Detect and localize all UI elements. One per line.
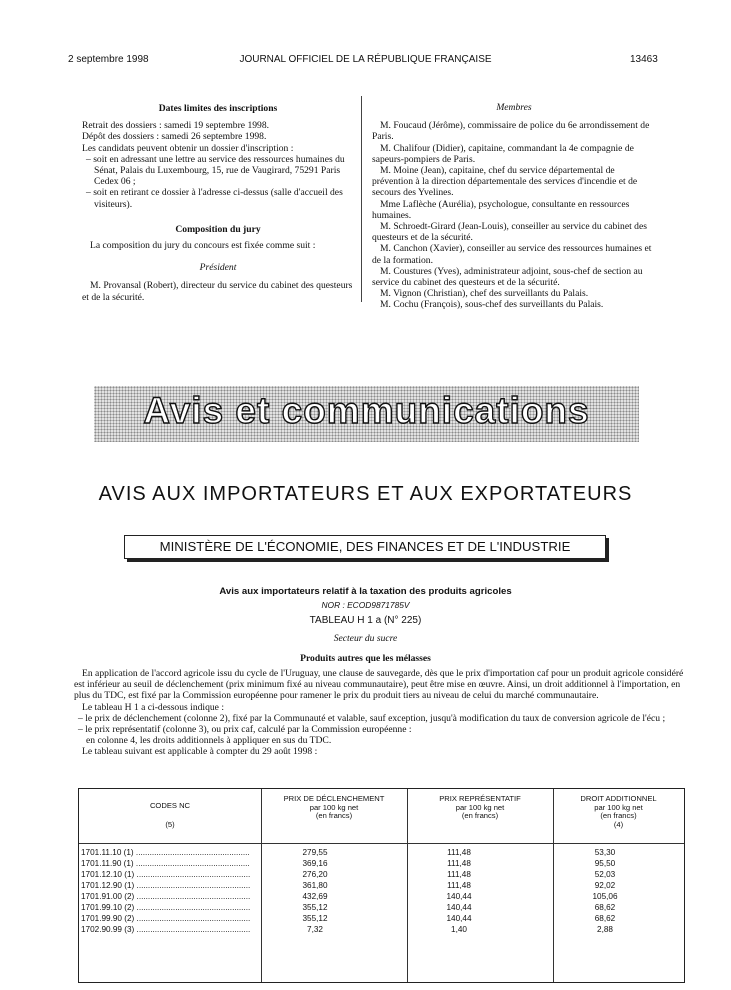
column-divider — [361, 96, 362, 302]
cell-declenchement: 355,12 — [302, 903, 328, 912]
cell-declenchement: 432,69 — [302, 892, 328, 901]
col-header-declenchement — [261, 795, 407, 821]
cell-code: 1701.99.90 (2) .................................................. — [81, 914, 251, 923]
col-header-line: PRIX DE DÉCLENCHEMENT — [283, 794, 385, 803]
avis-title: AVIS AUX IMPORTATEURS ET AUX EXPORTATEURS — [98, 483, 633, 505]
table-row — [79, 870, 684, 880]
composition-title: Composition du jury — [175, 223, 261, 235]
member-item: M. Schroedt-Girard (Jean-Louis), conseiller au service du cabinet des questeurs et de la sécurité. — [372, 221, 647, 244]
cell-representatif: 1,40 — [451, 925, 467, 934]
notice-paragraph: En application de l'accord agricole issu du cycle de l'Uruguay, une clause de sauvegarde, dès que le prix d'importation caf pour un produit agricole considéré est inférieur au seuil de déclenchement (prix minimum fixé au niveau communautaire), peut être mise en œuvre. Ainsi, un droit additionnel à l'importation, en plus du TDC, est fixé par la Commission européenne pour ramener le prix du produit tiers au niveau de celui du marché communautaire. — [74, 668, 684, 702]
dates-title: Dates limites des inscriptions — [158, 103, 278, 114]
table-row — [79, 848, 684, 858]
cell-declenchement: 355,12 — [302, 914, 328, 923]
member-item: M. Canchon (Xavier), conseiller au service des ressources humaines et de la formation. — [372, 243, 652, 266]
notice-title: Avis aux importateurs relatif à la taxation des produits agricoles — [219, 586, 512, 597]
cell-declenchement: 369,16 — [302, 859, 328, 868]
cell-representatif: 140,44 — [446, 914, 472, 923]
cell-representatif: 140,44 — [446, 903, 472, 912]
cell-code: 1701.99.10 (2) .................................................. — [81, 903, 251, 912]
cell-declenchement: 7,32 — [307, 925, 323, 934]
member-item: M. Vignon (Christian), chef des surveillants du Palais. — [380, 288, 589, 300]
table-row — [79, 914, 684, 924]
cell-droit: 53,30 — [594, 848, 616, 857]
col-header-droit — [553, 795, 684, 829]
cell-representatif: 111,48 — [447, 881, 471, 890]
cell-code: 1701.12.10 (1) .................................................. — [81, 870, 251, 879]
produits-title: Produits autres que les mélasses — [300, 653, 431, 664]
notice-paragraph: Le tableau H 1 a ci-dessous indique : — [82, 701, 224, 713]
col-header-line: (en francs) — [461, 811, 499, 821]
cell-code: 1701.12.90 (1) .................................................. — [81, 881, 251, 890]
notice-paragraph: en colonne 4, les droits additionnels à appliquer en sus du TDC. — [86, 735, 332, 747]
table-row — [79, 903, 684, 913]
retrait-text: Retrait des dossiers : samedi 19 septembre 1998. — [82, 120, 270, 132]
member-item: M. Moine (Jean), capitaine, chef du service départemental de prévention à la direction départementale des services d'incendie et de secours des Yvelines. — [372, 165, 638, 199]
cell-code: 1701.91.00 (2) .................................................. — [81, 892, 251, 901]
section-banner — [94, 386, 639, 442]
member-item: M. Foucaud (Jérôme), commissaire de police du 6e arrondissement de Paris. — [372, 120, 650, 143]
cell-declenchement: 279,55 — [302, 848, 328, 857]
notice-body — [74, 668, 684, 758]
cell-representatif: 140,44 — [446, 892, 472, 901]
ministry-box: MINISTÈRE DE L'ÉCONOMIE, DES FINANCES ET DE L'INDUSTRIE — [124, 535, 606, 559]
tariff-table — [78, 788, 685, 983]
member-item: M. Chalifour (Didier), capitaine, commandant la 4e compagnie de sapeurs-pompiers de Paris. — [372, 142, 634, 165]
cell-droit: 2,88 — [597, 925, 613, 934]
table-row — [79, 859, 684, 869]
cell-droit: 95,50 — [594, 859, 616, 868]
member-item: Mme Laflèche (Aurélia), psychologue, consultante en ressources humaines. — [372, 198, 630, 221]
member-item: M. Coustures (Yves), administrateur adjoint, sous-chef de section au service du cabinet des questeurs et de la sécurité. — [372, 265, 643, 289]
item1-text: – soit en adressant une lettre au service des ressources humaines du Sénat, Palais du Luxembourg, 15, rue de Vaugirard, 75291 Paris Cedex 06 ; — [86, 153, 345, 188]
notice-paragraph: – le prix représentatif (colonne 3), ou prix caf, calculé par la Commission européenne : — [78, 724, 412, 736]
col-header-line: par 100 kg net — [455, 802, 505, 812]
col-header-line: (en francs) — [315, 811, 353, 821]
nor-code: NOR : ECOD9871785V — [321, 600, 410, 610]
col-header-representatif — [407, 795, 553, 821]
item2-text: – soit en retirant ce dossier à l'adresse ci-dessus (salle d'accueil des visiteurs). — [86, 187, 343, 210]
secteur-title: Secteur du sucre — [333, 633, 398, 644]
journal-title: JOURNAL OFFICIEL DE LA RÉPUBLIQUE FRANÇAISE — [239, 54, 492, 65]
cell-code: 1701.11.10 (1) .................................................. — [81, 848, 250, 857]
col-header-line: (en francs) — [600, 811, 637, 821]
composition-text: La composition du jury du concours est fixée comme suit : — [90, 240, 316, 252]
cell-representatif: 111,48 — [447, 848, 471, 857]
cell-representatif: 111,48 — [447, 859, 471, 868]
cell-representatif: 111,48 — [447, 870, 471, 879]
cell-code: 1701.11.90 (1) .................................................. — [81, 859, 250, 868]
president-text: M. Provansal (Robert), directeur du service du cabinet des questeurs et de la sécurité. — [82, 280, 353, 303]
table-header-divider — [79, 843, 684, 844]
col-header-line: DROIT ADDITIONNEL — [580, 794, 657, 803]
cell-droit: 68,62 — [594, 914, 616, 923]
cell-declenchement: 276,20 — [302, 870, 328, 879]
table-row — [79, 892, 684, 902]
banner-title: Avis et communications — [143, 390, 590, 431]
candidats-text: Les candidats peuvent obtenir un dossier d'inscription : — [82, 142, 294, 154]
notice-paragraph: Le tableau suivant est applicable à compter du 29 août 1998 : — [82, 746, 318, 758]
cell-declenchement: 361,80 — [302, 881, 328, 890]
table-row — [79, 925, 684, 935]
header-date: 2 septembre 1998 — [68, 54, 149, 65]
member-item: M. Cochu (François), sous-chef des surveillants du Palais. — [380, 299, 604, 311]
col-header-codes-note: (5) — [165, 819, 175, 829]
notice-paragraph: – le prix de déclenchement (colonne 2), fixé par la Communauté et valable, sauf exception, jusqu'à modification du taux de conversion agricole de l'écu ; — [78, 712, 666, 724]
president-title: Président — [199, 262, 237, 274]
cell-droit: 52,03 — [594, 870, 616, 879]
cell-droit: 68,62 — [594, 903, 616, 912]
col-header-droit-note: (4) — [613, 819, 624, 829]
table-row — [79, 881, 684, 891]
col-header-line: par 100 kg net — [594, 802, 643, 812]
col-header-codes-label: CODES NC — [149, 801, 191, 810]
cell-code: 1702.90.99 (3) .................................................. — [81, 925, 251, 934]
col-header-line: par 100 kg net — [309, 802, 359, 812]
cell-droit: 92,02 — [594, 881, 616, 890]
right-column — [372, 102, 656, 311]
col-header-codes — [79, 802, 261, 829]
col-header-line: PRIX REPRÉSENTATIF — [439, 794, 521, 803]
tableau-title: TABLEAU H 1 a (N° 225) — [309, 615, 422, 626]
left-column — [82, 103, 354, 303]
cell-droit: 105,06 — [592, 892, 618, 901]
page-number: 13463 — [630, 54, 658, 65]
depot-text: Dépôt des dossiers : samedi 26 septembre 1998. — [82, 131, 267, 143]
membres-title: Membres — [496, 102, 532, 113]
